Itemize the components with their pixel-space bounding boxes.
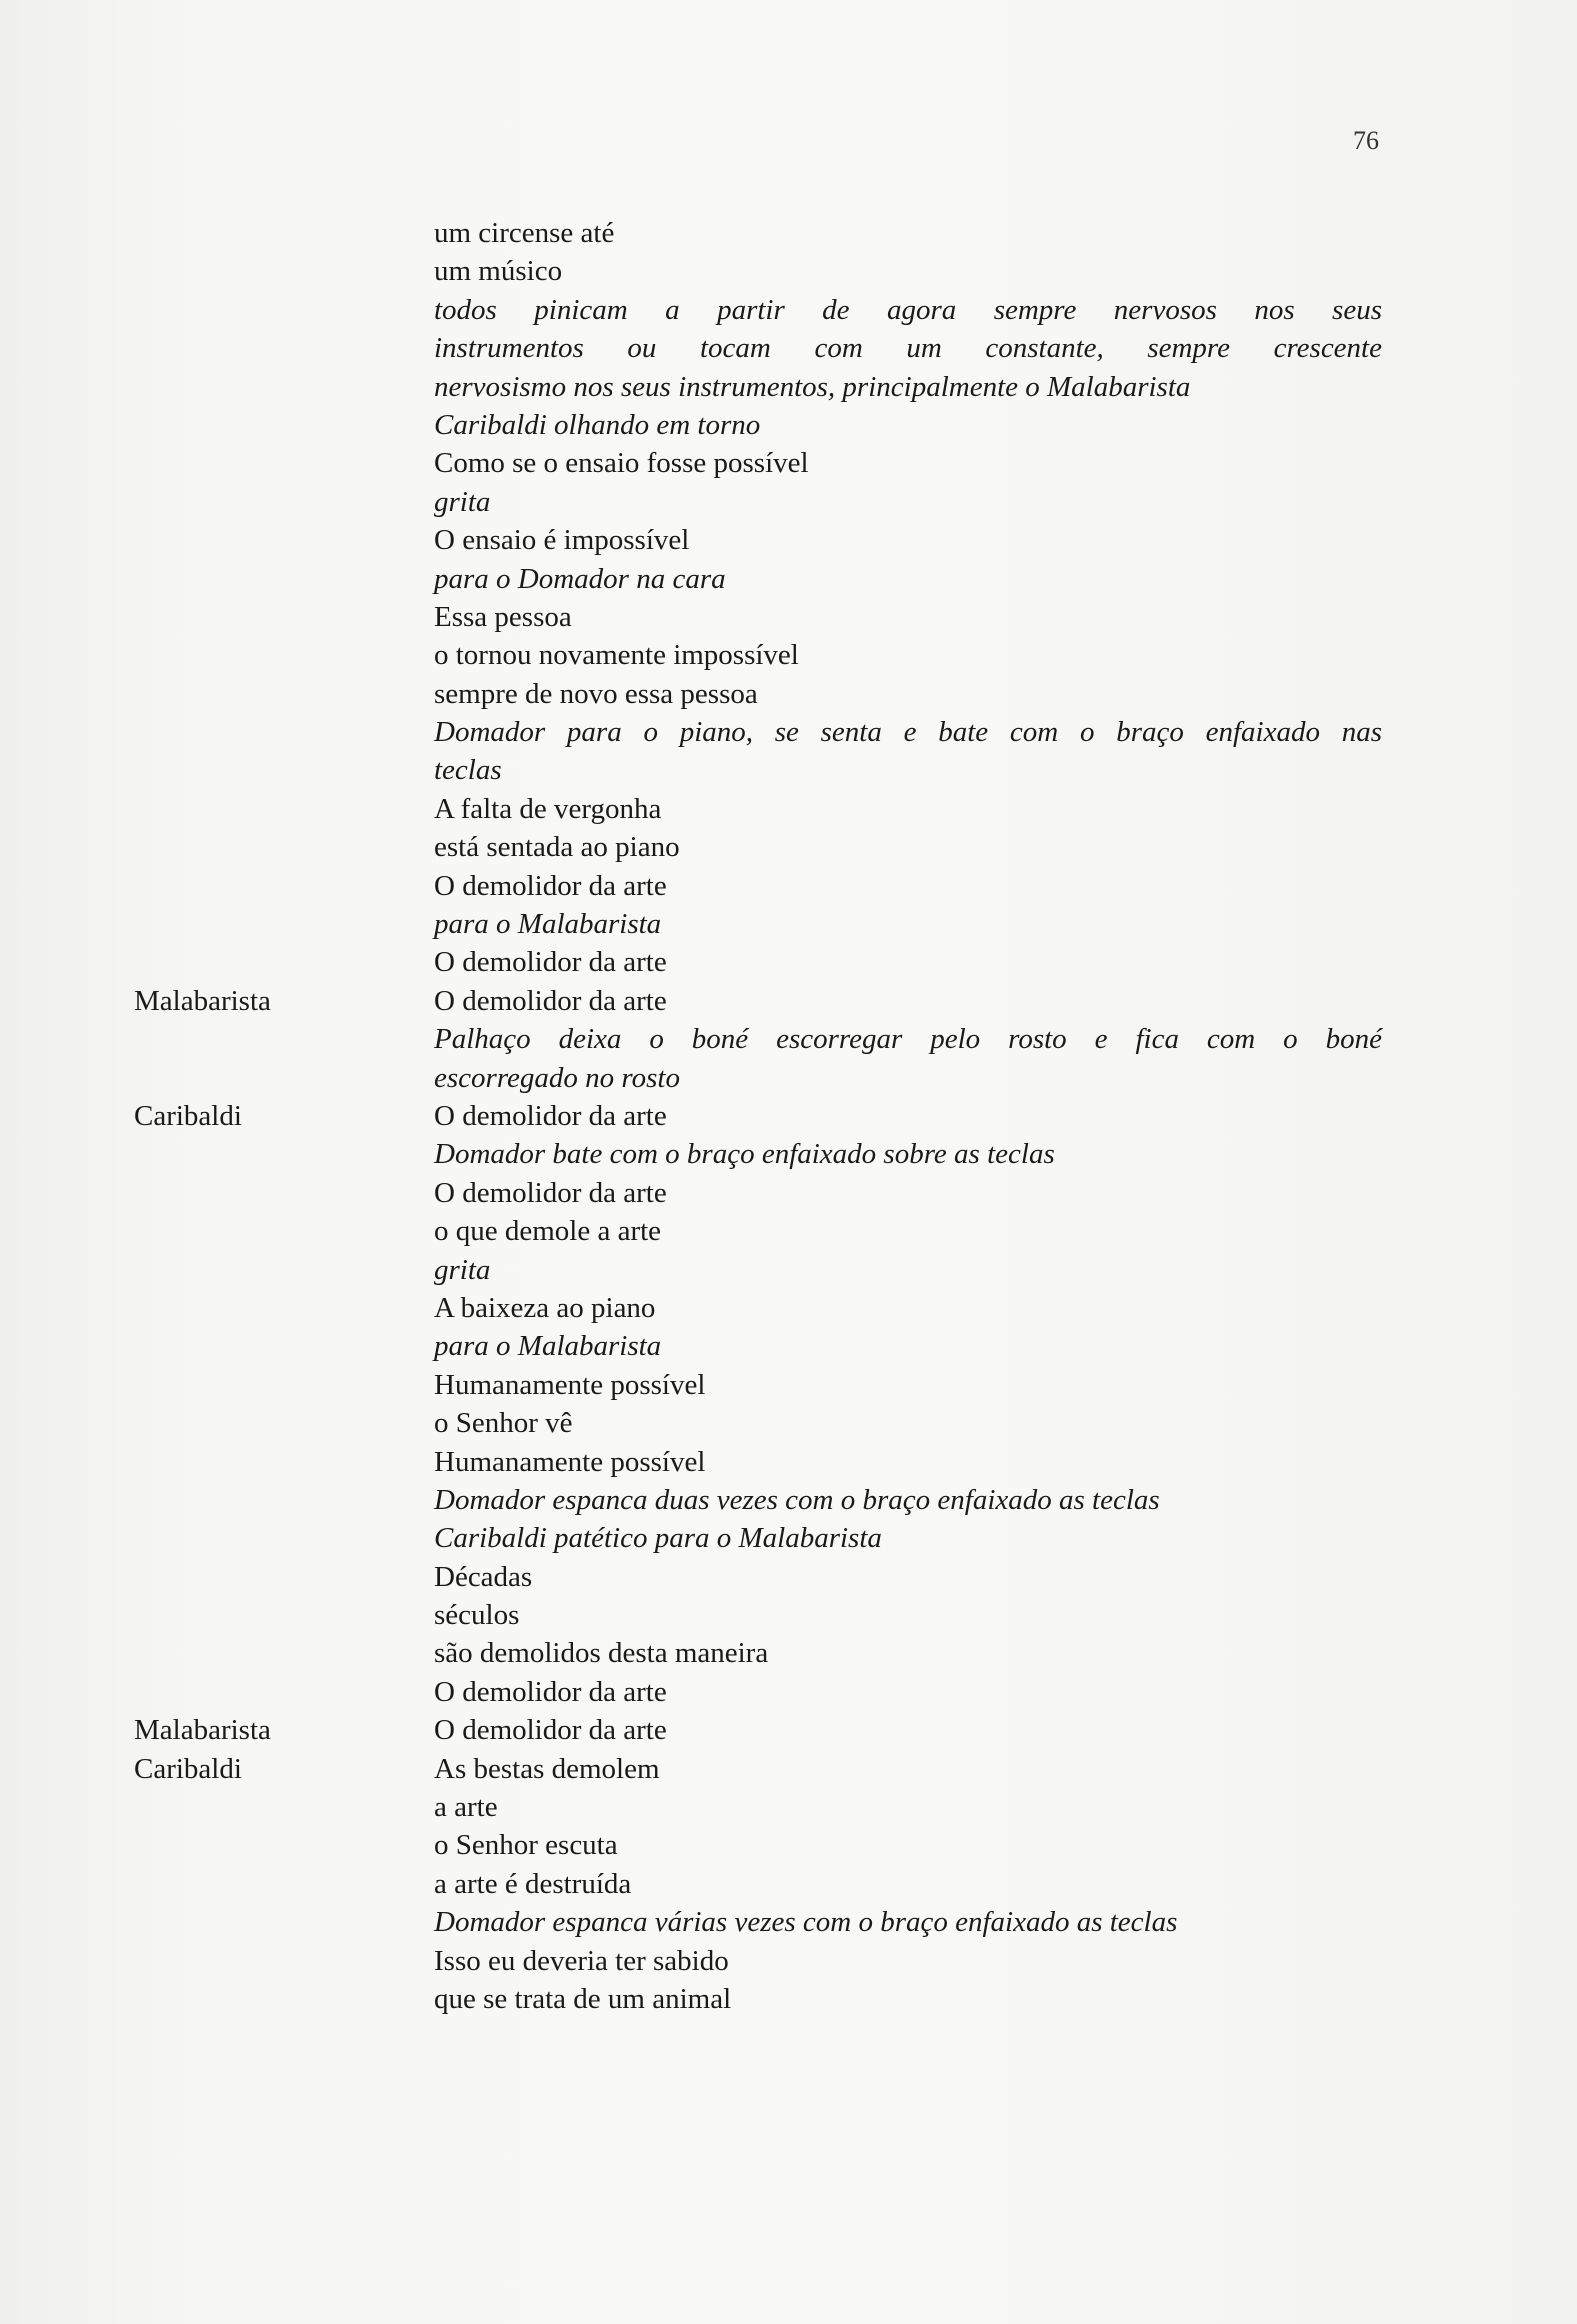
- dialogue-text: um músico: [434, 255, 563, 288]
- dialogue-text: Humanamente possível: [434, 1368, 706, 1401]
- stage-direction-text: todos pinicam a partir de agora sempre nervosos nos seus: [434, 293, 1382, 326]
- stage-direction-text: nervosismo nos seus instrumentos, principalmente o Malabarista: [434, 370, 1191, 403]
- stage-direction-line: [0, 1020, 1577, 1058]
- dialogue-text: O demolidor da arte: [434, 1714, 667, 1747]
- stage-direction-line: [0, 1059, 1577, 1097]
- dialogue-text: a arte é destruída: [434, 1867, 632, 1900]
- dialogue-text: Isso eu deveria ter sabido: [434, 1944, 729, 1977]
- dialogue-text: Como se o ensaio fosse possível: [434, 447, 809, 480]
- stage-direction-text: para o Domador na cara: [434, 562, 726, 595]
- dialogue-text: O demolidor da arte: [434, 1675, 667, 1708]
- dialogue-text: o Senhor escuta: [434, 1829, 618, 1862]
- dialogue-line: [0, 1174, 1577, 1212]
- dialogue-text: As bestas demolem: [434, 1752, 660, 1785]
- script-body: [0, 214, 1577, 2018]
- stage-direction-line: [0, 905, 1577, 943]
- dialogue-text: um circense até: [434, 217, 615, 249]
- dialogue-line: [0, 943, 1577, 981]
- dialogue-line: [0, 636, 1577, 674]
- stage-direction-text: Domador bate com o braço enfaixado sobre as teclas: [434, 1138, 1055, 1171]
- dialogue-line: [0, 598, 1577, 636]
- dialogue-line: [0, 1443, 1577, 1481]
- dialogue-text: Humanamente possível: [434, 1445, 706, 1478]
- stage-direction-text: para o Malabarista: [434, 1330, 662, 1363]
- dialogue-line: [0, 1865, 1577, 1903]
- dialogue-line: [0, 252, 1577, 290]
- stage-direction-line: [0, 1251, 1577, 1289]
- dialogue-text: A falta de vergonha: [434, 792, 662, 825]
- dialogue-line: [0, 1826, 1577, 1864]
- page-number: 76: [1353, 126, 1379, 155]
- stage-direction-text: escorregado no rosto: [434, 1061, 680, 1094]
- dialogue-line: [0, 1097, 1577, 1135]
- stage-direction-text: teclas: [434, 754, 502, 787]
- dialogue-text: séculos: [434, 1599, 520, 1632]
- stage-direction-text: Domador para o piano, se senta e bate com o braço enfaixado nas: [434, 716, 1382, 749]
- dialogue-line: [0, 675, 1577, 713]
- dialogue-line: [0, 867, 1577, 905]
- dialogue-text: O demolidor da arte: [434, 869, 667, 902]
- dialogue-line: [0, 1289, 1577, 1327]
- stage-direction-text: grita: [434, 1253, 491, 1286]
- dialogue-line: [0, 828, 1577, 866]
- dialogue-line: [0, 1980, 1577, 2018]
- stage-direction-line: [0, 560, 1577, 598]
- stage-direction-line: [0, 483, 1577, 521]
- stage-direction-line: [0, 1903, 1577, 1941]
- stage-direction-text: Caribaldi olhando em torno: [434, 408, 761, 441]
- dialogue-line: [0, 521, 1577, 559]
- dialogue-line: [0, 982, 1577, 1020]
- dialogue-text: são demolidos desta maneira: [434, 1637, 769, 1670]
- stage-direction-text: Domador espanca duas vezes com o braço enfaixado as teclas: [434, 1483, 1160, 1516]
- speaker-name: Caribaldi: [134, 1099, 242, 1132]
- dialogue-line: [0, 1788, 1577, 1826]
- dialogue-text: O demolidor da arte: [434, 946, 667, 979]
- dialogue-line: [0, 1634, 1577, 1672]
- speaker-name: Malabarista: [134, 984, 271, 1017]
- dialogue-text: Essa pessoa: [434, 600, 572, 633]
- dialogue-text: sempre de novo essa pessoa: [434, 677, 758, 710]
- dialogue-text: O ensaio é impossível: [434, 524, 690, 557]
- dialogue-text: O demolidor da arte: [434, 1176, 667, 1209]
- dialogue-line: [0, 1404, 1577, 1442]
- stage-direction-text: instrumentos ou tocam com um constante, sempre crescente: [434, 332, 1382, 365]
- stage-direction-line: [0, 406, 1577, 444]
- stage-direction-line: [0, 713, 1577, 751]
- dialogue-line: [0, 1673, 1577, 1711]
- dialogue-line: [0, 444, 1577, 482]
- dialogue-text: a arte: [434, 1791, 498, 1824]
- dialogue-text: o tornou novamente impossível: [434, 639, 799, 672]
- stage-direction-line: [0, 1327, 1577, 1365]
- stage-direction-text: Domador espanca várias vezes com o braço enfaixado as teclas: [434, 1906, 1178, 1939]
- dialogue-text: A baixeza ao piano: [434, 1291, 656, 1324]
- dialogue-line: [0, 1366, 1577, 1404]
- stage-direction-line: [0, 291, 1577, 329]
- stage-direction-line: [0, 1481, 1577, 1519]
- dialogue-text: O demolidor da arte: [434, 984, 667, 1017]
- stage-direction-text: para o Malabarista: [434, 908, 662, 941]
- dialogue-line: [0, 214, 1577, 252]
- dialogue-line: [0, 790, 1577, 828]
- stage-direction-line: [0, 1519, 1577, 1557]
- dialogue-line: [0, 1212, 1577, 1250]
- dialogue-text: está sentada ao piano: [434, 831, 680, 864]
- stage-direction-text: grita: [434, 485, 491, 518]
- dialogue-line: [0, 1558, 1577, 1596]
- dialogue-line: [0, 1711, 1577, 1749]
- stage-direction-line: [0, 368, 1577, 406]
- dialogue-line: [0, 1750, 1577, 1788]
- stage-direction-line: [0, 751, 1577, 789]
- stage-direction-text: Palhaço deixa o boné escorregar pelo rosto e fica com o boné: [434, 1023, 1382, 1056]
- dialogue-text: o Senhor vê: [434, 1407, 573, 1440]
- dialogue-line: [0, 1596, 1577, 1634]
- dialogue-text: Décadas: [434, 1560, 533, 1593]
- dialogue-text: que se trata de um animal: [434, 1982, 732, 2015]
- speaker-name: Caribaldi: [134, 1752, 242, 1785]
- dialogue-line: [0, 1942, 1577, 1980]
- dialogue-text: o que demole a arte: [434, 1215, 662, 1248]
- stage-direction-line: [0, 1135, 1577, 1173]
- dialogue-text: O demolidor da arte: [434, 1099, 667, 1132]
- stage-direction-text: Caribaldi patético para o Malabarista: [434, 1522, 882, 1555]
- speaker-name: Malabarista: [134, 1714, 271, 1747]
- stage-direction-line: [0, 329, 1577, 367]
